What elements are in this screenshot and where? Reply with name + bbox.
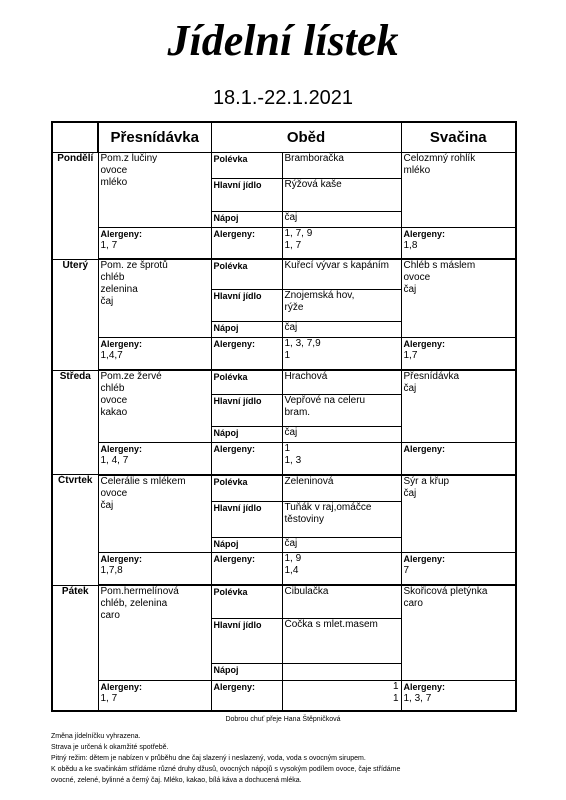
- snack-pm-item: mléko: [403, 165, 431, 176]
- allergens-value: 1,8: [403, 239, 418, 251]
- main-item: bram.: [284, 406, 311, 418]
- snack-am-cell: [98, 475, 211, 553]
- day-name: Pondělí: [52, 153, 98, 260]
- snack-am-allergens: [98, 680, 211, 711]
- snack-pm-cell: [401, 585, 516, 680]
- note-line: Pitný režim: dětem je nabízen v průběhu dne čaj slazený i neslazený, voda, voda s ovocným sirupem.: [51, 755, 366, 762]
- snack-pm-item: Celozmný rohlík: [403, 153, 476, 164]
- snack-pm-item: ovoce: [403, 272, 431, 284]
- day-row-soup: [52, 585, 516, 619]
- snack-am-item: čaj: [100, 499, 114, 511]
- main-item: Znojemská hov,: [284, 290, 355, 302]
- notes: [51, 731, 521, 786]
- snack-pm-cell: [401, 370, 516, 442]
- snack-am-item: chléb, zelenina: [100, 598, 168, 610]
- header-lunch: Oběd: [211, 122, 401, 153]
- snack-pm-item: Chléb s máslem: [403, 260, 476, 272]
- allergens-label: Alergeny:: [403, 339, 446, 350]
- snack-am-item: kakao: [100, 407, 128, 419]
- lunch-allergens-label: Alergeny:: [211, 680, 282, 711]
- allergens-label: Alergeny:: [100, 228, 143, 239]
- snack-pm-item: čaj: [403, 383, 417, 395]
- snack-am-allergens: [98, 553, 211, 585]
- corner-cell: [52, 122, 98, 153]
- snack-am-item: zelenina: [100, 284, 138, 296]
- allergens-label: Alergeny:: [403, 443, 446, 454]
- menu-table: [51, 121, 517, 712]
- allergens-value: 1: [284, 442, 291, 454]
- soup-label: Polévka: [211, 259, 282, 289]
- allergens-value: 1,7,8: [100, 565, 123, 577]
- main-value: [282, 290, 401, 322]
- allergens-value: 1: [392, 692, 399, 704]
- soup-label: Polévka: [211, 370, 282, 394]
- note-line: K obědu a ke svačinkám střídáme různé druhy džusů, ovocných nápojů s vysokým podílem ovoce, čaje střídáme: [51, 766, 401, 773]
- lunch-allergens: [282, 227, 401, 259]
- lunch-allergens-label: Alergeny:: [211, 227, 282, 259]
- allergens-value: 1,7: [403, 350, 418, 362]
- signature: Dobrou chuť přeje Hana Štěpničková: [225, 716, 341, 723]
- snack-am-item: ovoce: [100, 487, 128, 499]
- allergens-value: 1, 7: [100, 692, 118, 704]
- allergens-label: Alergeny:: [403, 681, 446, 692]
- allergens-label: Alergeny:: [100, 443, 143, 454]
- allergens-label: Alergeny:: [403, 228, 446, 239]
- snack-pm-cell: [401, 475, 516, 553]
- day-row-soup: [52, 153, 516, 179]
- snack-pm-item: caro: [403, 598, 423, 610]
- soup-label: Polévka: [211, 585, 282, 619]
- drink-value: [282, 663, 401, 680]
- allergens-value: 1, 3: [284, 454, 302, 466]
- snack-am-allergens: [98, 227, 211, 259]
- lunch-allergens: [282, 680, 401, 711]
- snack-pm-item: čaj: [403, 284, 417, 296]
- allergens-value: 1, 9: [284, 553, 302, 565]
- main-label: Hlavní jídlo: [211, 394, 282, 426]
- drink-value: čaj: [282, 322, 401, 338]
- snack-am-cell: [98, 370, 211, 442]
- snack-am-item: chléb: [100, 383, 125, 395]
- allergens-value: 1, 7: [100, 239, 118, 251]
- day-row-allergens: [52, 442, 516, 474]
- main-item: Čočka s mlet.masem: [284, 619, 378, 631]
- main-value: [282, 619, 401, 663]
- snack-pm-allergens: [401, 227, 516, 259]
- soup-value: Hrachová: [282, 370, 401, 394]
- note-line: ovocné, zelené, bylinné a černý čaj. Mléko, kakao, bílá káva a dochucená mléka.: [51, 777, 302, 784]
- allergens-value: 1, 3, 7: [403, 692, 432, 704]
- main-item: rýže: [284, 302, 304, 314]
- allergens-value: 1, 4, 7: [100, 454, 129, 466]
- header-snack-am: Přesnídávka: [98, 122, 211, 153]
- snack-pm-cell: [401, 153, 516, 228]
- day-name: Pátek: [52, 585, 98, 711]
- snack-am-item: ovoce: [100, 395, 128, 407]
- snack-am-item: Pom.hermelínová: [100, 586, 179, 598]
- main-value: [282, 394, 401, 426]
- drink-label: Nápoj: [211, 211, 282, 227]
- lunch-allergens-label: Alergeny:: [211, 553, 282, 585]
- main-label: Hlavní jídlo: [211, 290, 282, 322]
- main-item: Tuňák v raj,omáčce: [284, 501, 372, 513]
- lunch-allergens: [282, 442, 401, 474]
- snack-am-item: caro: [100, 610, 120, 622]
- header-snack-pm: Svačina: [401, 122, 516, 153]
- snack-am-item: Pom.z lučiny: [100, 153, 158, 164]
- day-row-allergens: [52, 680, 516, 711]
- drink-value: čaj: [282, 427, 401, 443]
- main-label: Hlavní jídlo: [211, 501, 282, 537]
- allergens-value: 1,4: [284, 565, 299, 577]
- allergens-label: Alergeny:: [100, 681, 143, 692]
- main-item: Rýžová kaše: [284, 179, 342, 191]
- snack-am-item: Pom. ze šprotů: [100, 260, 168, 272]
- lunch-allergens-label: Alergeny:: [211, 442, 282, 474]
- drink-value: čaj: [282, 537, 401, 553]
- day-row-soup: [52, 475, 516, 501]
- snack-am-item: ovoce: [100, 165, 128, 176]
- main-value: [282, 501, 401, 537]
- allergens-label: Alergeny:: [100, 554, 143, 565]
- day-row-allergens: [52, 338, 516, 370]
- main-label: Hlavní jídlo: [211, 179, 282, 211]
- snack-pm-cell: [401, 259, 516, 337]
- drink-value: čaj: [282, 211, 401, 227]
- snack-pm-allergens: [401, 442, 516, 474]
- snack-pm-allergens: [401, 680, 516, 711]
- snack-am-allergens: [98, 442, 211, 474]
- soup-value: Bramboračka: [282, 153, 401, 179]
- snack-am-item: čaj: [100, 296, 114, 308]
- allergens-value: 1, 7, 9: [284, 227, 313, 239]
- snack-pm-item: čaj: [403, 487, 417, 499]
- allergens-label: Alergeny:: [100, 339, 143, 350]
- soup-value: Kuřecí vývar s kapáním: [282, 259, 401, 289]
- snack-am-item: Celerálie s mlékem: [100, 475, 186, 487]
- lunch-allergens-label: Alergeny:: [211, 338, 282, 370]
- header-row: [52, 122, 516, 153]
- snack-pm-item: Skořicová pletýnka: [403, 586, 488, 598]
- snack-am-item: Pom.ze žervé: [100, 371, 162, 383]
- main-item: těstoviny: [284, 513, 324, 525]
- drink-label: Nápoj: [211, 322, 282, 338]
- day-row-soup: [52, 370, 516, 394]
- soup-label: Polévka: [211, 475, 282, 501]
- snack-pm-allergens: [401, 553, 516, 585]
- allergens-value: 1: [284, 350, 291, 362]
- day-name: Úterý: [52, 259, 98, 370]
- day-row-soup: [52, 259, 516, 289]
- drink-label: Nápoj: [211, 537, 282, 553]
- snack-am-item: mléko: [100, 177, 128, 188]
- snack-pm-item: Přesnídávka: [403, 371, 460, 383]
- allergens-value: 7: [403, 565, 410, 577]
- soup-value: Cibulačka: [282, 585, 401, 619]
- day-row-allergens: [52, 553, 516, 585]
- soup-label: Polévka: [211, 153, 282, 179]
- snack-pm-allergens: [401, 338, 516, 370]
- snack-am-cell: [98, 259, 211, 337]
- day-name: Čtvrtek: [52, 475, 98, 586]
- main-value: [282, 179, 401, 211]
- drink-label: Nápoj: [211, 427, 282, 443]
- lunch-allergens: [282, 338, 401, 370]
- soup-value: Zeleninová: [282, 475, 401, 501]
- note-line: Strava je určená k okamžité spotřebě.: [51, 744, 169, 751]
- snack-am-allergens: [98, 338, 211, 370]
- allergens-value: 1, 7: [284, 239, 302, 251]
- snack-pm-item: Sýr a křup: [403, 475, 450, 487]
- snack-am-item: chléb: [100, 272, 125, 284]
- day-row-allergens: [52, 227, 516, 259]
- page-title: Jídelní lístek: [167, 16, 399, 65]
- snack-am-cell: [98, 153, 211, 228]
- main-item: Vepřové na celeru: [284, 394, 366, 406]
- allergens-value: 1,4,7: [100, 350, 123, 362]
- allergens-value: 1, 3, 7,9: [284, 338, 321, 350]
- drink-label: Nápoj: [211, 663, 282, 680]
- main-label: Hlavní jídlo: [211, 619, 282, 663]
- date-range: 18.1.-22.1.2021: [212, 87, 354, 109]
- snack-am-cell: [98, 585, 211, 680]
- note-line: Změna jídelníčku vyhrazena.: [51, 733, 141, 740]
- lunch-allergens: [282, 553, 401, 585]
- allergens-label: Alergeny:: [403, 554, 446, 565]
- allergens-value: 1: [392, 680, 399, 692]
- day-name: Středa: [52, 370, 98, 475]
